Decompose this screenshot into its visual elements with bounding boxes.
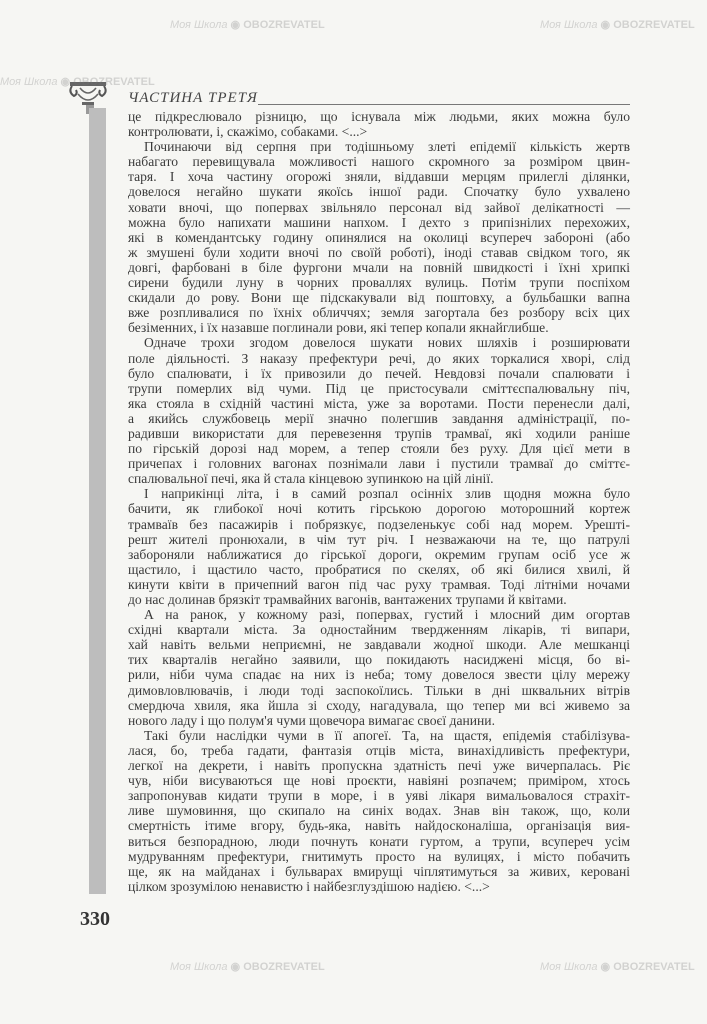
text-line: таря. І хоча частину огорожі зняли, віддавши мерцям прилеглі ділянки, <box>128 169 630 185</box>
text-line: Одначе трохи згодом довелося шукати нових шляхів і розширювати <box>144 335 630 351</box>
text-line: поле діяльності. З наказу префектури речі, до яких торкалися хворі, слід <box>128 350 630 366</box>
text-line: контролювати, і, скажімо, собаками. <...> <box>128 124 368 140</box>
text-line: І наприкінці літа, і в самий розпал осінніх злив щодня можна було <box>144 486 630 502</box>
text-line: по гірській дорозі над морем, а тепер стояли без руху. Для цієї мети в <box>128 441 630 457</box>
watermark: Моя Школа ◉ OBOZREVATEL <box>540 961 695 973</box>
text-line: смертність ітиме вгору, будь-яка, навіть найдосконаліша, організація вия- <box>128 818 630 834</box>
text-line: чув, ніби висуваються ще нові проєкти, навіяні розпачем; приміром, хтось <box>128 773 630 789</box>
text-line: довелося негайно шукати якоїсь іншої ради. Спочатку було ухвалено <box>128 184 630 200</box>
text-line: вже розпливалися по їхніх обличчях; земля загортала без розбору всіх цих <box>128 305 630 321</box>
section-title: ЧАСТИНА ТРЕТЯ <box>128 90 258 106</box>
text-line: лася, бо, треба гадати, фантазія отців міста, винахідливість префектури, <box>128 742 630 758</box>
text-line: нового ладу і що полум'я чуми щовечора вимагає своєї данини. <box>128 712 495 728</box>
text-line: до нас долинав брязкіт трамвайних вагонів, вантажених трупами й квітами. <box>128 592 567 607</box>
watermark: Моя Школа ◉ OBOZREVATEL <box>540 19 695 31</box>
text-line: яка стояла в східній частині міста, уже за воротами. Пости перенесли далі, <box>128 395 630 411</box>
text-line: Такі були наслідки чуми в її апогеї. Та, на щастя, епідемія стабілізува- <box>144 727 630 743</box>
text-line: ховати вночі, що попервах звільняло персонал від зайвої делікатності — <box>128 199 630 215</box>
text-line: східні квартали міста. За одностайним твердженням лікарів, ті випари, <box>128 622 630 638</box>
text-line: які в комендантську годину опинялися на околиці всупереч забороні (або <box>128 229 630 245</box>
text-line: можна було напихати машини напхом. І дехто з припізнілих перехожих, <box>128 214 630 230</box>
text-line: забороняли наближатися до гірської дороги, окремим групам осіб усе ж <box>128 546 630 562</box>
header-rule <box>258 104 630 105</box>
body-text <box>128 109 630 894</box>
text-line: набагато перевищувала можливості нашого скромного за розміром цвин- <box>128 154 630 170</box>
text-line: сирени будили луну в чорних проваллях вулиць. Потім трупи поспіхом <box>128 275 630 291</box>
text-line: скидали до рову. Вони ще підскакували від поштовху, а бульбашки вапна <box>128 290 630 306</box>
text-line: було спалювати, і їх привозили до печей. Невдовзі почали спалювати і <box>128 365 630 381</box>
text-line: щастило, і щастило часто, пробратися по скелях, об які билися хвилі, й <box>128 561 630 577</box>
text-line: трупи померлих від чуми. Під це пристосували сміттєспалювальну піч, <box>128 380 630 396</box>
text-line: ж змушені були ходити вночі по своїй роботі), іноді ставав свідком того, як <box>128 244 630 260</box>
text-line: спалювальної печі, яка й стала кінцевою зупинкою на цій лінії. <box>128 471 494 487</box>
text-line: смердюча хвиля, яка йшла зі сходу, нагадувала, що тепер ми всі живемо за <box>128 697 630 713</box>
text-line: запропонував кидати трупи в море, і в уяві лікаря вимальовалося страхіт- <box>128 788 630 804</box>
text-line: решт жителі пронюхали, в чім тут річ. І незважаючи на те, що патрулі <box>128 531 630 547</box>
text-line: безіменних, і їх назавше поглинали рови, які тепер копали якнайглибше. <box>128 320 549 336</box>
text-line: виться безпорадною, люди почнуть конати гуртом, а трупи, всупереч усім <box>128 833 630 849</box>
text-line: Починаючи від серпня при тодішньому злеті епідемії кількість жертв <box>144 139 630 155</box>
page-number: 330 <box>80 908 110 930</box>
watermark: Моя Школа ◉ OBOZREVATEL <box>170 19 325 31</box>
text-line: рили, ніби чума спадає на них із неба; тому довелося звести цілу мережу <box>128 667 630 683</box>
text-line: бачити, як глибокої ночі котить гірською дорогою моторошний кортеж <box>128 501 630 517</box>
text-line: кинути квіти в причепний вагон під час руху трамвая. Тоді літніми ночами <box>128 576 630 592</box>
text-line: ливе шумовиння, що скипало на синіх водах. Знав він також, що, коли <box>128 803 630 819</box>
text-line: причепах і головних вагонах познімали лави і пустили трамваї до сміттє- <box>128 456 630 472</box>
watermark: Моя Школа ◉ OBOZREVATEL <box>170 961 325 973</box>
text-line: цілком зрозумілою ненавистю і найбезглуздішою надією. <...> <box>128 878 490 894</box>
text-line: трамваїв без пасажирів і побрязкує, подзеленькує собі над морем. Урешті- <box>128 516 630 532</box>
text-line: це підкреслювало різницю, що існувала між людьми, яких можна було <box>128 109 630 124</box>
text-line: а якийсь службовець мерії значно полегшив завдання адміністрації, по- <box>128 410 630 426</box>
margin-column-bar <box>89 108 106 894</box>
text-line: ще, як на майданах і бульварах вмирущі чіплятимуться за живих, керовані <box>128 863 630 879</box>
text-line: А на ранок, у кожному разі, попервах, густий і млосний дим огортав <box>144 607 630 623</box>
watermark: Моя Школа ◉ OBOZREVATEL <box>0 76 155 88</box>
text-line: димовловлювачів, і люди тоді заспокоїлись. Тільки в дні шквальних вітрів <box>128 682 630 698</box>
text-line: легкої на декрети, і навіть пропускна здатність печі уже вичерпалась. Ріє <box>128 758 630 774</box>
text-line: тих кварталів негайно заявили, що покидають насиджені місця, бо ві- <box>128 652 630 668</box>
text-line: хай навіть вельми неприємні, не завдавали жодної шкоди. Але мешканці <box>128 637 630 653</box>
text-line: радивши використати для перевезення трупів трамваї, які ходили раніше <box>128 425 630 441</box>
text-line: мудруванням префектури, гнитимуть просто на вулицях, і місто побачить <box>128 848 630 864</box>
text-line: довгі, фарбовані в біле фургони мчали на повній швидкості і їхні хрипкі <box>128 259 630 275</box>
